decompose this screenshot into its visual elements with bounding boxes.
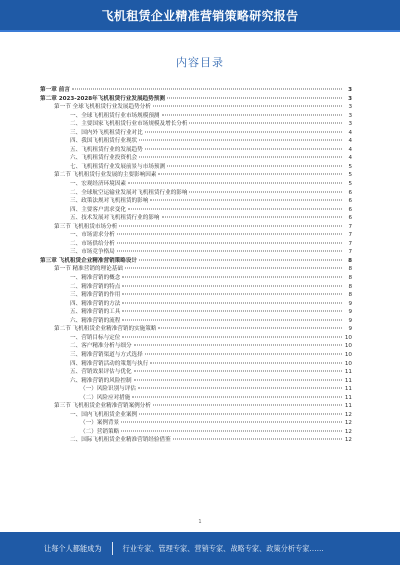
toc-entry-title: 六、精准营销的流程 — [70, 317, 121, 324]
toc-entry-page: 11 — [344, 386, 352, 393]
toc-entry-page: 4 — [348, 155, 352, 162]
toc-entry-page: 5 — [348, 181, 352, 188]
footer-slogan: 行业专家、管理专家、营销专家、战略专家、政策分析专家…… — [122, 543, 324, 553]
toc-leader-dots — [72, 89, 342, 90]
toc-entry[interactable] — [40, 265, 352, 274]
toc-entry[interactable] — [40, 163, 352, 172]
toc-entry-title: 五、精准营销的工具 — [70, 309, 121, 316]
toc-entry-page: 7 — [348, 223, 352, 230]
toc-leader-dots — [121, 430, 342, 431]
toc-leader-dots — [134, 371, 342, 372]
toc-entry-page: 12 — [344, 420, 352, 427]
toc-entry-title: 三、市场竞争格局 — [70, 249, 115, 256]
toc-entry[interactable] — [40, 377, 352, 386]
toc-entry-page: 4 — [348, 138, 352, 145]
toc-entry-title: 第三节 飞机租赁企业精准营销案例分析 — [54, 403, 151, 410]
toc-entry-title: 第二节 飞机租赁行业发展的主要影响因素 — [54, 172, 157, 179]
toc-entry-page: 3 — [348, 95, 352, 102]
toc-entry[interactable] — [40, 411, 352, 420]
toc-entry-page: 10 — [344, 351, 352, 358]
toc-entry-page: 10 — [344, 334, 352, 341]
toc-entry[interactable] — [40, 180, 352, 189]
toc-entry[interactable] — [40, 248, 352, 257]
toc-leader-dots — [121, 422, 342, 423]
toc-entry-title: 一、精准营销的概念 — [70, 275, 121, 282]
toc-leader-dots — [189, 123, 342, 124]
toc-entry[interactable] — [40, 394, 352, 403]
toc-leader-dots — [117, 242, 342, 243]
toc-entry-page: 12 — [344, 437, 352, 444]
toc-entry-page: 3 — [348, 121, 352, 128]
toc-leader-dots — [145, 353, 342, 354]
toc-entry-title: 第三章 飞机租赁企业精准营销策略设计 — [40, 257, 138, 264]
toc-entry-page: 11 — [344, 403, 352, 410]
toc-entry-page: 12 — [344, 411, 352, 418]
toc-entry-title: 一、市场需求分析 — [70, 232, 115, 239]
toc-entry-title: 四、精准营销活动的策划与执行 — [70, 360, 149, 367]
toc-entry-page: 9 — [348, 326, 352, 333]
toc-entry[interactable] — [40, 300, 352, 309]
toc-entry-title: （一）案例背景 — [80, 420, 120, 427]
toc-entry-page: 4 — [348, 129, 352, 136]
table-of-contents — [40, 86, 352, 445]
toc-leader-dots — [139, 157, 342, 158]
toc-leader-dots — [145, 148, 342, 149]
toc-entry-page: 7 — [348, 232, 352, 239]
toc-entry-page: 8 — [348, 275, 352, 282]
toc-entry-title: 五、技术发展对飞机租赁行业的影响 — [70, 215, 160, 222]
toc-entry-page: 12 — [344, 428, 352, 435]
toc-leader-dots — [122, 319, 342, 320]
toc-entry-title: （二）风险应对措施 — [80, 394, 131, 401]
toc-leader-dots — [158, 174, 342, 175]
toc-entry-page: 5 — [348, 172, 352, 179]
toc-leader-dots — [167, 97, 342, 98]
footer-bar — [0, 532, 400, 565]
toc-entry-title: 五、飞机租赁行业的发展趋势 — [70, 146, 143, 153]
toc-entry-title: 五、营销效果评估与优化 — [70, 369, 132, 376]
toc-entry[interactable] — [40, 419, 352, 428]
toc-leader-dots — [122, 311, 342, 312]
toc-entry[interactable] — [40, 436, 352, 445]
toc-leader-dots — [138, 388, 342, 389]
toc-leader-dots — [139, 413, 342, 414]
toc-leader-dots — [150, 362, 342, 363]
toc-entry-title: 三、国内外飞机租赁行业对比 — [70, 129, 143, 136]
toc-entry-page: 11 — [344, 377, 352, 384]
toc-entry[interactable] — [40, 385, 352, 394]
toc-entry-title: 六、飞机租赁行业投资机会 — [70, 155, 138, 162]
toc-entry[interactable] — [40, 95, 352, 104]
toc-entry[interactable] — [40, 240, 352, 249]
report-title: 飞机租赁企业精准营销策略研究报告 — [101, 8, 299, 23]
toc-leader-dots — [117, 234, 342, 235]
toc-entry-title: 四、主要客户需求变化 — [70, 206, 126, 213]
toc-entry[interactable] — [40, 214, 352, 223]
toc-entry-title: 一、全球飞机租赁行业市场规模预测 — [70, 112, 160, 119]
header-divider — [0, 30, 400, 32]
toc-entry-page: 8 — [348, 266, 352, 273]
toc-entry-page: 8 — [348, 257, 352, 264]
toc-entry-page: 3 — [348, 112, 352, 119]
toc-leader-dots — [139, 259, 342, 260]
toc-leader-dots — [128, 183, 342, 184]
toc-leader-dots — [189, 191, 342, 192]
toc-entry-title: 第二节 飞机租赁企业精准营销的实施策略 — [54, 326, 157, 333]
toc-entry[interactable] — [40, 129, 352, 138]
toc-leader-dots — [122, 285, 342, 286]
toc-leader-dots — [122, 302, 342, 303]
toc-entry[interactable] — [40, 112, 352, 121]
toc-entry-title: 第一章 前言 — [40, 87, 70, 93]
toc-entry-page: 6 — [348, 198, 352, 205]
toc-entry-title: 第一节 精准营销的理论基础 — [54, 266, 123, 273]
toc-entry[interactable] — [40, 283, 352, 292]
toc-entry[interactable] — [40, 154, 352, 163]
toc-entry-title: 三、精准营销的作用 — [70, 292, 121, 299]
toc-leader-dots — [122, 336, 342, 337]
toc-entry-title: （二）营销策略 — [80, 428, 120, 435]
toc-leader-dots — [119, 225, 342, 226]
toc-entry-title: 六、精准营销的风险控制 — [70, 377, 132, 384]
toc-entry-page: 9 — [348, 300, 352, 307]
toc-leader-dots — [145, 131, 342, 132]
toc-entry[interactable] — [40, 308, 352, 317]
toc-entry[interactable] — [40, 368, 352, 377]
toc-entry-page: 11 — [344, 394, 352, 401]
toc-leader-dots — [153, 405, 342, 406]
toc-entry-page: 4 — [348, 146, 352, 153]
toc-entry-title: 二、主要国家飞机租赁行业市场规模及增长分析 — [70, 121, 188, 128]
toc-entry-title: 二、精准营销的特点 — [70, 283, 121, 290]
toc-leader-dots — [173, 439, 342, 440]
toc-entry-title: 一、国内飞机租赁企业案例 — [70, 411, 138, 418]
toc-entry-title: 二、国际飞机租赁企业精准营销经验借鉴 — [70, 437, 171, 444]
toc-entry[interactable] — [40, 146, 352, 155]
toc-entry[interactable] — [40, 317, 352, 326]
toc-entry-page: 6 — [348, 206, 352, 213]
toc-entry-title: 七、飞机租赁行业发展前景与市场预测 — [70, 163, 166, 170]
toc-entry-page: 3 — [348, 104, 352, 111]
footer-brand: 让每个人都能成为 — [44, 543, 102, 553]
toc-entry[interactable] — [40, 402, 352, 411]
toc-entry-title: 二、客户精准分析与细分 — [70, 343, 132, 350]
toc-entry[interactable] — [40, 103, 352, 112]
toc-entry-page: 5 — [348, 163, 352, 170]
toc-leader-dots — [134, 345, 342, 346]
toc-leader-dots — [117, 251, 342, 252]
toc-heading: 内容目录 — [176, 56, 224, 69]
toc-entry-page: 9 — [348, 309, 352, 316]
toc-leader-dots — [122, 277, 342, 278]
toc-entry-title: 四、我国飞机租赁行业现状 — [70, 138, 138, 145]
toc-entry-title: 三、精准营销渠道与方式选择 — [70, 351, 143, 358]
toc-entry-title: 一、营销目标与定位 — [70, 334, 121, 341]
toc-entry-title: 四、精准营销的方法 — [70, 300, 121, 307]
toc-entry[interactable] — [40, 231, 352, 240]
toc-leader-dots — [162, 217, 342, 218]
toc-leader-dots — [139, 140, 342, 141]
toc-entry-page: 7 — [348, 249, 352, 256]
toc-leader-dots — [162, 114, 342, 115]
toc-leader-dots — [134, 379, 342, 380]
toc-entry-page: 6 — [348, 189, 352, 196]
toc-entry-title: 第一节 全球飞机租赁行业发展趋势分析 — [54, 104, 151, 111]
toc-entry-title: 一、宏观经济环境因素 — [70, 181, 126, 188]
toc-entry[interactable] — [40, 325, 352, 334]
toc-entry[interactable] — [40, 274, 352, 283]
toc-entry[interactable] — [40, 137, 352, 146]
toc-entry-title: 二、市场供给分析 — [70, 240, 115, 247]
page-number: 1 — [198, 519, 202, 525]
toc-entry[interactable] — [40, 197, 352, 206]
toc-entry-title: （一）风险识别与评估 — [80, 386, 136, 393]
toc-entry[interactable] — [40, 206, 352, 215]
toc-leader-dots — [128, 208, 342, 209]
toc-entry-page: 3 — [348, 87, 352, 93]
toc-entry-title: 第三节 飞机租赁市场分析 — [54, 223, 118, 230]
toc-entry[interactable] — [40, 342, 352, 351]
toc-entry-page: 10 — [344, 343, 352, 350]
toc-entry-title: 二、全球航空运输业发展对飞机租赁行业的影响 — [70, 189, 188, 196]
toc-leader-dots — [132, 396, 342, 397]
toc-entry[interactable] — [40, 120, 352, 129]
toc-entry[interactable] — [40, 428, 352, 437]
toc-leader-dots — [125, 268, 342, 269]
toc-entry[interactable] — [40, 334, 352, 343]
footer-divider — [112, 542, 113, 555]
toc-entry-page: 10 — [344, 360, 352, 367]
toc-entry[interactable] — [40, 189, 352, 198]
toc-leader-dots — [122, 294, 342, 295]
report-header — [0, 0, 400, 30]
toc-entry[interactable] — [40, 86, 352, 95]
toc-leader-dots — [150, 200, 342, 201]
toc-leader-dots — [153, 106, 342, 107]
toc-entry[interactable] — [40, 351, 352, 360]
toc-entry-title: 三、政策法规对飞机租赁的影响 — [70, 198, 149, 205]
toc-entry-page: 6 — [348, 215, 352, 222]
toc-entry-title: 第二章 2023-2028年飞机租赁行业发展趋势预测 — [40, 95, 165, 102]
toc-entry-page: 11 — [344, 369, 352, 376]
toc-entry-page: 8 — [348, 292, 352, 299]
toc-entry[interactable] — [40, 223, 352, 232]
toc-entry-page: 9 — [348, 317, 352, 324]
toc-entry-page: 8 — [348, 283, 352, 290]
toc-entry[interactable] — [40, 171, 352, 180]
toc-entry[interactable] — [40, 291, 352, 300]
toc-entry-page: 7 — [348, 240, 352, 247]
toc-entry[interactable] — [40, 257, 352, 266]
toc-leader-dots — [167, 165, 342, 166]
toc-leader-dots — [158, 328, 342, 329]
toc-entry[interactable] — [40, 360, 352, 369]
